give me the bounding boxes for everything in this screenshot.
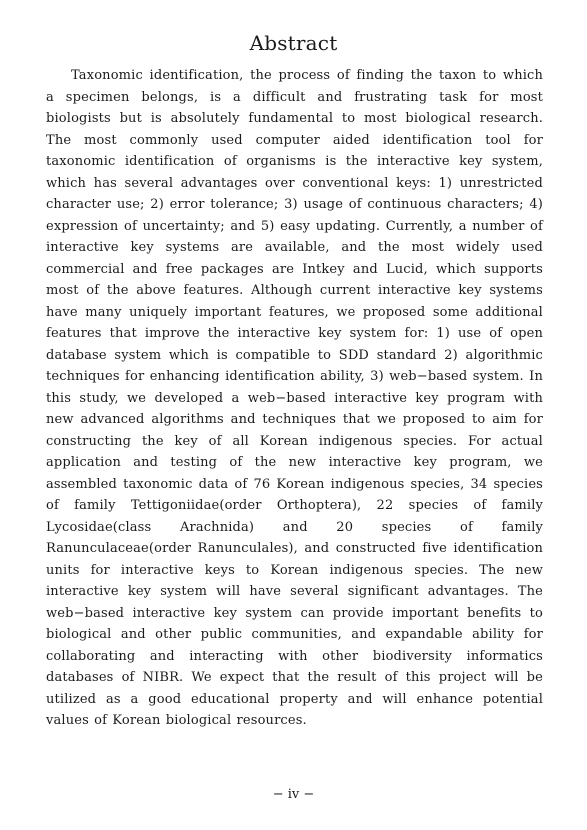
page-number: − iv − — [272, 787, 315, 802]
abstract-body: Taxonomic identification, the process of finding the taxon to which a specimen belongs, is a difficult and frustrating task for most biologists but is absolutely fundamental to most biological research. The most commonly used computer aided identification tool for taxonomic identification of organisms is the interactive key system, which has several advantages over conventional keys: 1) unrestricted character use; 2) error tolerance; 3) usage of continuous characters; 4) expression of uncertainty; and 5) easy updating. Currently, a number of interactive key systems are available, and the most widely used commercial and free packages are Intkey and Lucid, which supports most of the above features. Although current interactive key systems have many uniquely important features, we proposed some additional features that improve the interactive key system for: 1) use of open database system which is compatible to SDD standard 2) algorithmic techniques for enhancing identification ability, 3) web−based system. In this study, we developed a web−based interactive key program with new advanced algorithms and techniques that we proposed to aim for constructing the key of all Korean indigenous species. For actual application and testing of the new interactive key program, we assembled taxonomic data of 76 Korean indigenous species, 34 species of family Tettigoniidae(order Orthoptera), 22 species of family Lycosidae(class Arachnida) and 20 species of family Ranunculaceae(order Ranunculales), and constructed five identification units for interactive keys to Korean indigenous species. The new interactive key system will have several significant advantages. The web−based interactive key system can provide important benefits to biological and other public communities, and expandable ability for collaborating and interacting with other biodiversity informatics databases of NIBR. We expect that the result of this project will be utilized as a good educational property and will enhance potential values of Korean biological resources. — [46, 68, 543, 728]
abstract-heading: Abstract — [249, 31, 338, 55]
